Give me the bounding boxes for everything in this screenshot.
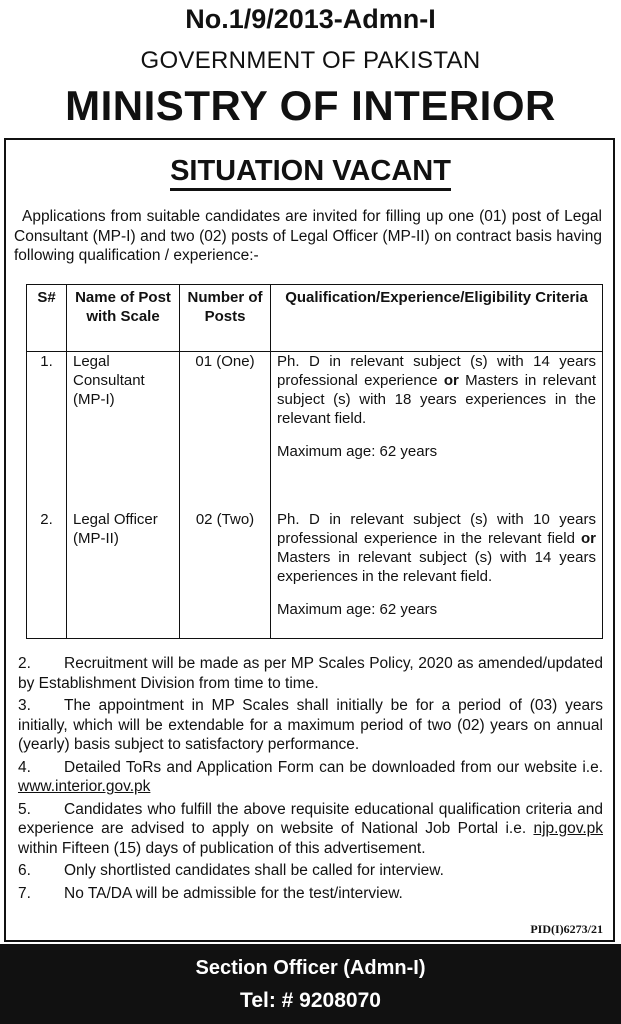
criteria-or: or <box>581 530 596 547</box>
max-age: Maximum age: 62 years <box>277 443 438 460</box>
row-sn: 2. <box>27 510 67 639</box>
table-row <box>27 510 603 639</box>
paragraph-6 <box>18 861 603 881</box>
paragraph-text: Detailed ToRs and Application Form can be downloaded from our website i.e. <box>64 758 603 776</box>
paragraph-number: 5. <box>18 800 31 818</box>
header-number-of-posts: Number of Posts <box>180 285 271 352</box>
paragraph-text-end: within Fifteen (15) days of publication of this advertisement. <box>18 839 426 857</box>
criteria-part-a: Ph. D in relevant subject (s) with 14 years professional experience <box>277 353 596 389</box>
intro-paragraph <box>14 207 602 266</box>
page-title <box>0 153 621 189</box>
row-criteria <box>271 352 603 511</box>
paragraph-number: 4. <box>18 758 31 776</box>
row-sn: 1. <box>27 352 67 511</box>
footer-phone: Tel: # 9208070 <box>240 989 381 1012</box>
ministry-heading: MINISTRY OF INTERIOR <box>65 82 556 129</box>
header-criteria: Qualification/Experience/Eligibility Criteria <box>271 285 603 352</box>
header-sn: S# <box>27 285 67 352</box>
vacancy-table <box>26 284 603 639</box>
paragraph-5 <box>18 800 603 859</box>
paragraph-number: 2. <box>18 655 31 672</box>
reference-number: No.1/9/2013-Admn-I <box>185 4 436 34</box>
paragraph-text: Candidates who fulfill the above requisite educational qualification criteria and experience are advised to apply on website of National Job Portal i.e. <box>18 800 603 837</box>
paragraph-2 <box>18 654 603 693</box>
intro-text: Applications from suitable candidates are invited for filling up one (01) post of Legal Consultant (MP-I) and two (02) posts of Legal Officer (MP-II) on contract basis having following qualification / experience:- <box>14 208 602 264</box>
row-post-name: Legal Consultant (MP-I) <box>67 352 180 511</box>
page-title-text: SITUATION VACANT <box>170 155 451 191</box>
paragraph-number: 7. <box>18 884 31 902</box>
header-post-name: Name of Post with Scale <box>67 285 180 352</box>
criteria-part-b: Masters in relevant subject (s) with 14 years experiences in the relevant field. <box>277 549 596 585</box>
pid-number: PID(I)6273/21 <box>530 922 603 936</box>
paragraph-text: Only shortlisted candidates shall be called for interview. <box>64 862 444 879</box>
paragraph-3 <box>18 696 603 755</box>
criteria-part-a: Ph. D in relevant subject (s) with 10 years professional experience in the relevant field <box>277 511 596 547</box>
footer-officer: Section Officer (Admn-I) <box>195 957 426 979</box>
paragraph-number: 3. <box>18 697 31 714</box>
paragraph-7 <box>18 884 603 904</box>
footer-contact <box>0 944 621 1024</box>
row-number-of-posts: 01 (One) <box>180 352 271 511</box>
criteria-text <box>277 510 596 586</box>
interior-website-link[interactable]: www.interior.gov.pk <box>18 778 151 795</box>
row-criteria <box>271 510 603 639</box>
row-number-of-posts: 02 (Two) <box>180 510 271 639</box>
table-row <box>27 352 603 511</box>
paragraph-text: The appointment in MP Scales shall initially be for a period of (03) years initially, which will be extendable for a maximum period of two (02) years on annual (yearly) basis subject to satisfactory performance. <box>18 697 603 753</box>
terms-paragraphs <box>18 654 603 906</box>
criteria-text <box>277 352 596 428</box>
criteria-part-b: Masters in relevant subject (s) with 18 years experiences in the relevant field. <box>277 372 596 427</box>
max-age: Maximum age: 62 years <box>277 601 438 618</box>
njp-portal-link[interactable]: njp.gov.pk <box>533 820 603 837</box>
table-header-row <box>27 285 603 352</box>
government-heading: GOVERNMENT OF PAKISTAN <box>140 47 481 74</box>
paragraph-text: No TA/DA will be admissible for the test/interview. <box>64 884 403 902</box>
paragraph-text: Recruitment will be made as per MP Scales Policy, 2020 as amended/updated by Establishment Division from time to time. <box>18 655 603 692</box>
row-post-name: Legal Officer (MP-II) <box>67 510 180 639</box>
paragraph-number: 6. <box>18 862 31 879</box>
paragraph-4 <box>18 758 603 797</box>
criteria-or: or <box>443 372 459 389</box>
